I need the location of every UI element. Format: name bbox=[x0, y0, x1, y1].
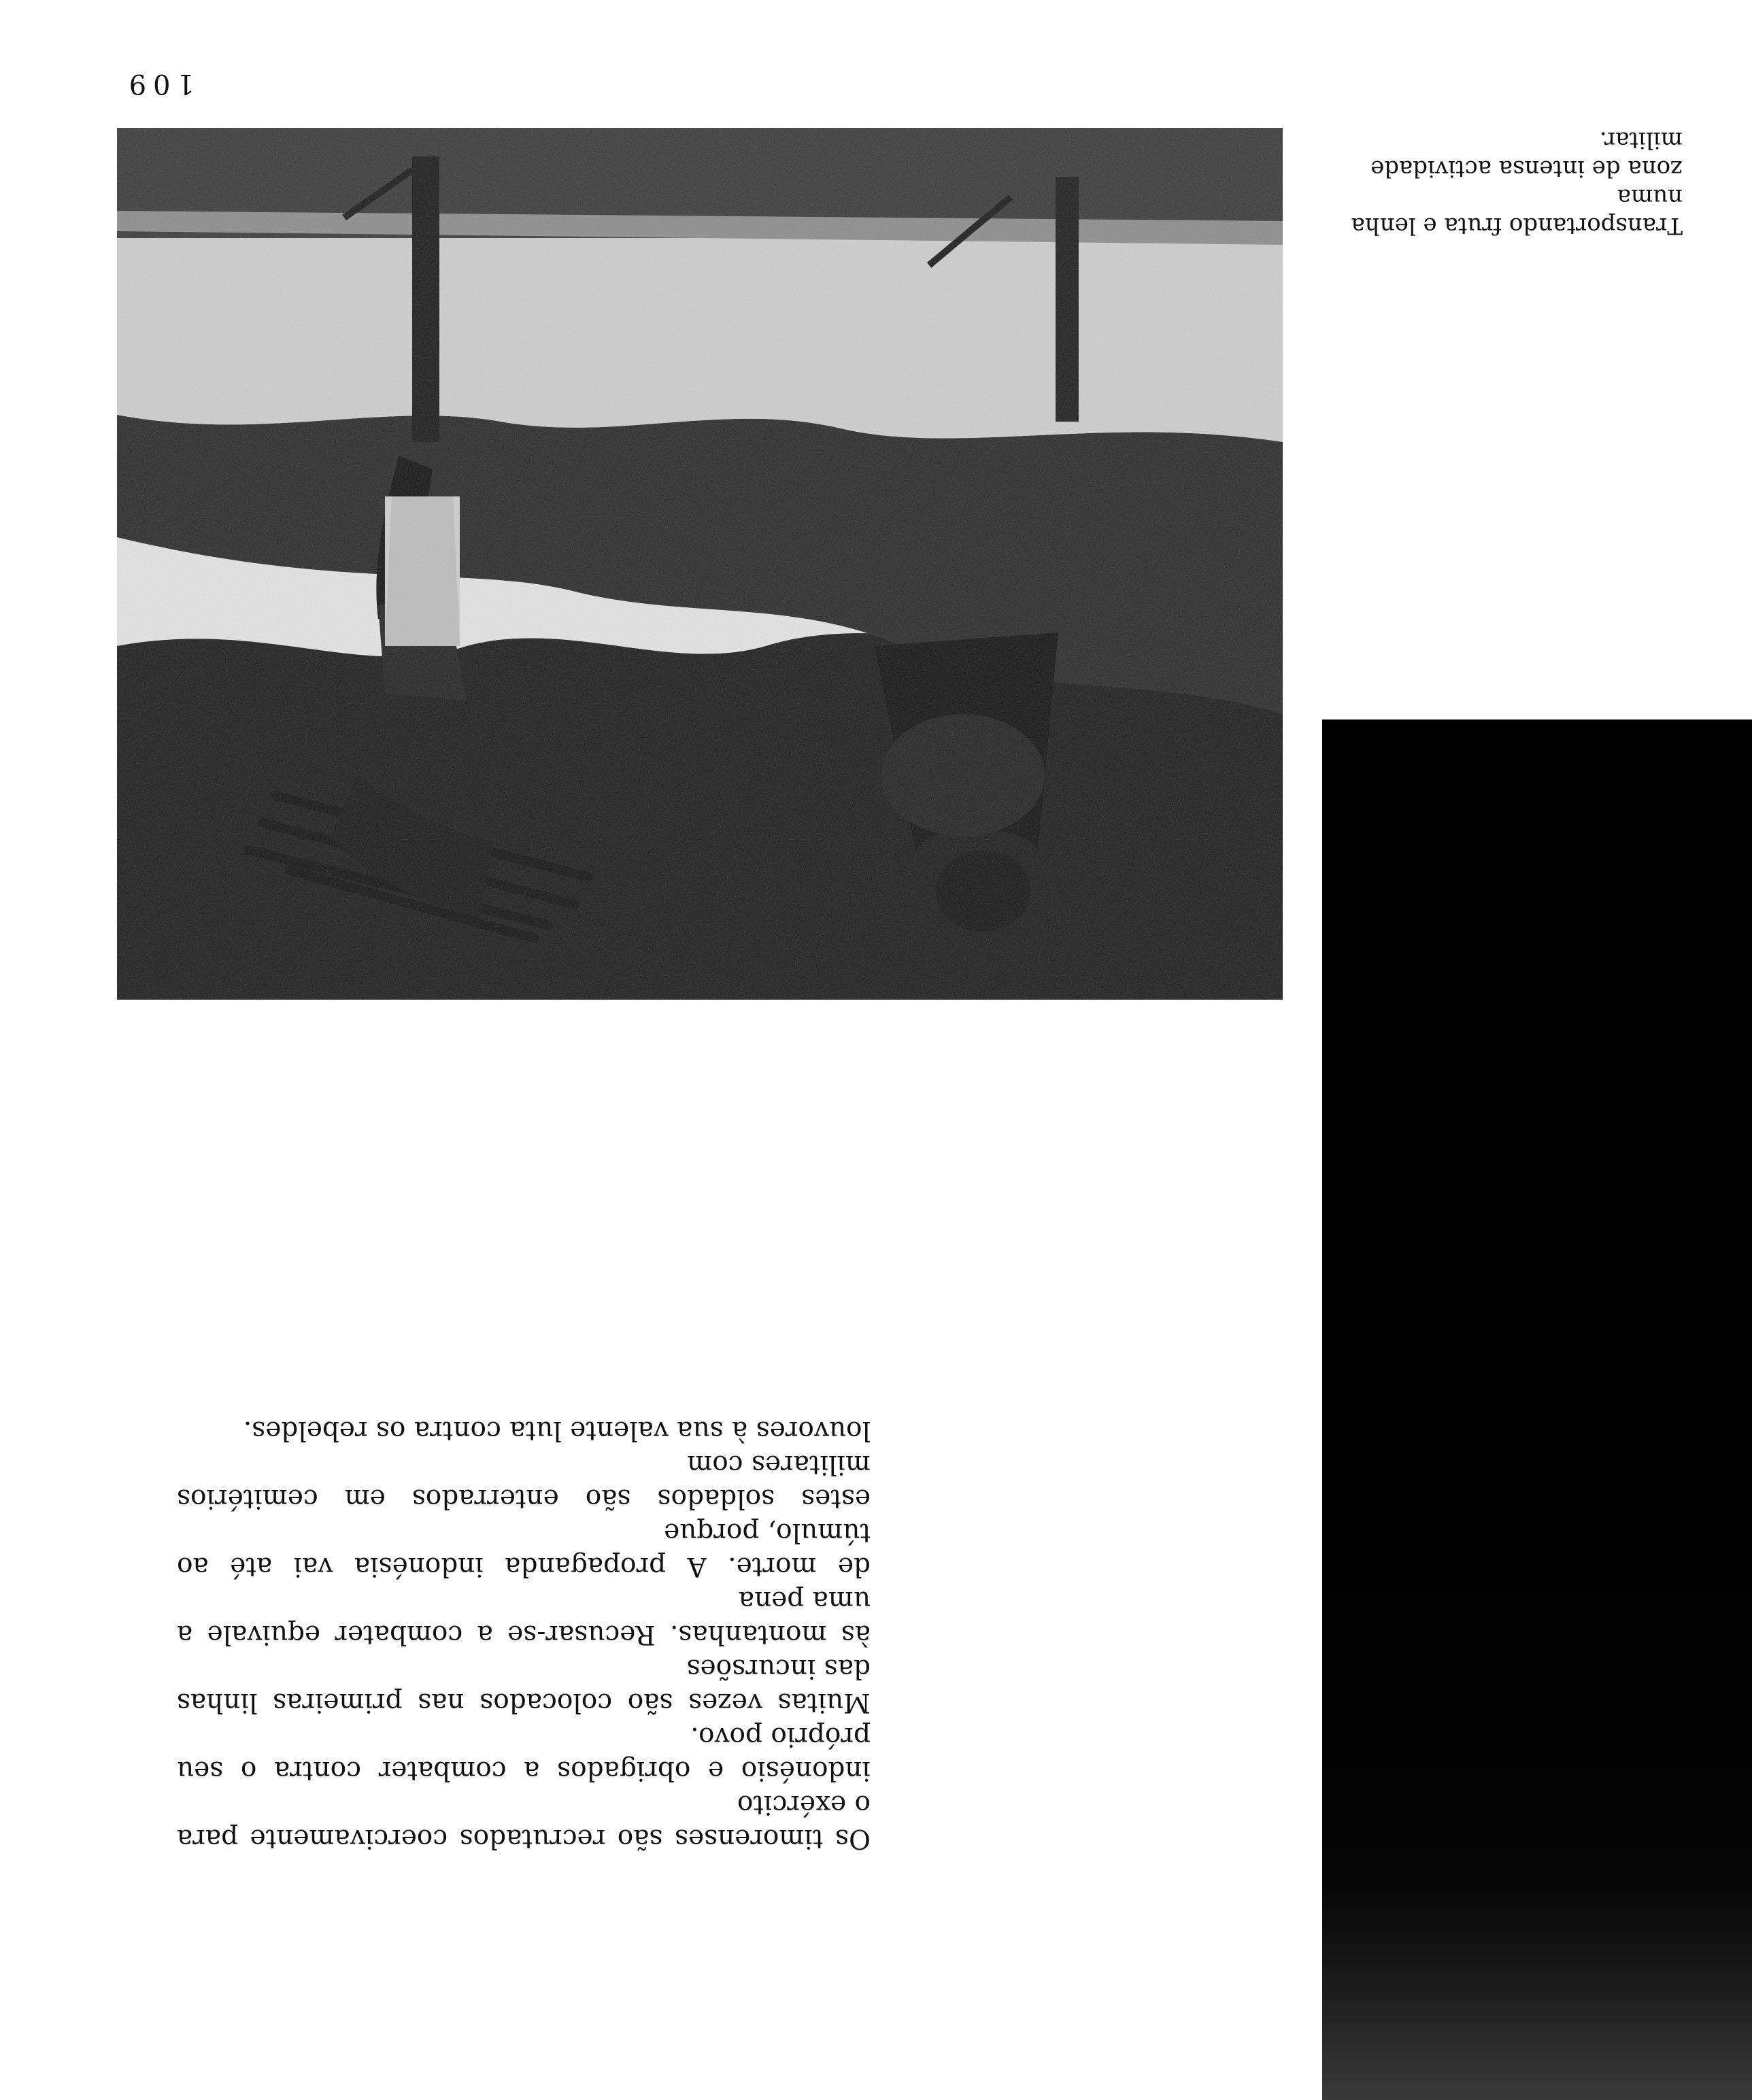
body-line: indonésio e obrigados a combater contra o seu próprio povo. bbox=[177, 1721, 871, 1786]
body-line: Muitas vezes são colocados nas primeiras linhas das incursões bbox=[177, 1653, 871, 1718]
photograph bbox=[117, 128, 1283, 1000]
body-line: estes soldados são enterrados em cemitérios militares com bbox=[177, 1449, 871, 1514]
body-paragraph bbox=[177, 1413, 871, 1855]
photo-illustration bbox=[117, 128, 1283, 1000]
body-line: Os timorenses são recrutados coercivamente para o exército bbox=[177, 1789, 871, 1854]
dark-photo-bleed bbox=[1322, 719, 1752, 2100]
caption-line: zona de intensa actividade militar. bbox=[1370, 126, 1683, 182]
photo-caption bbox=[1302, 126, 1683, 240]
body-line: de morte. A propaganda indonésia vai até ao túmulo, porque bbox=[177, 1517, 871, 1582]
page-number: 109 bbox=[122, 68, 195, 99]
body-line: louvores à sua valente luta contra os rebeldes. bbox=[243, 1415, 871, 1446]
body-line: às montanhas. Recusar-se a combater equivale a uma pena bbox=[177, 1585, 871, 1650]
caption-line: Transportando fruta e lenha numa bbox=[1351, 184, 1683, 239]
